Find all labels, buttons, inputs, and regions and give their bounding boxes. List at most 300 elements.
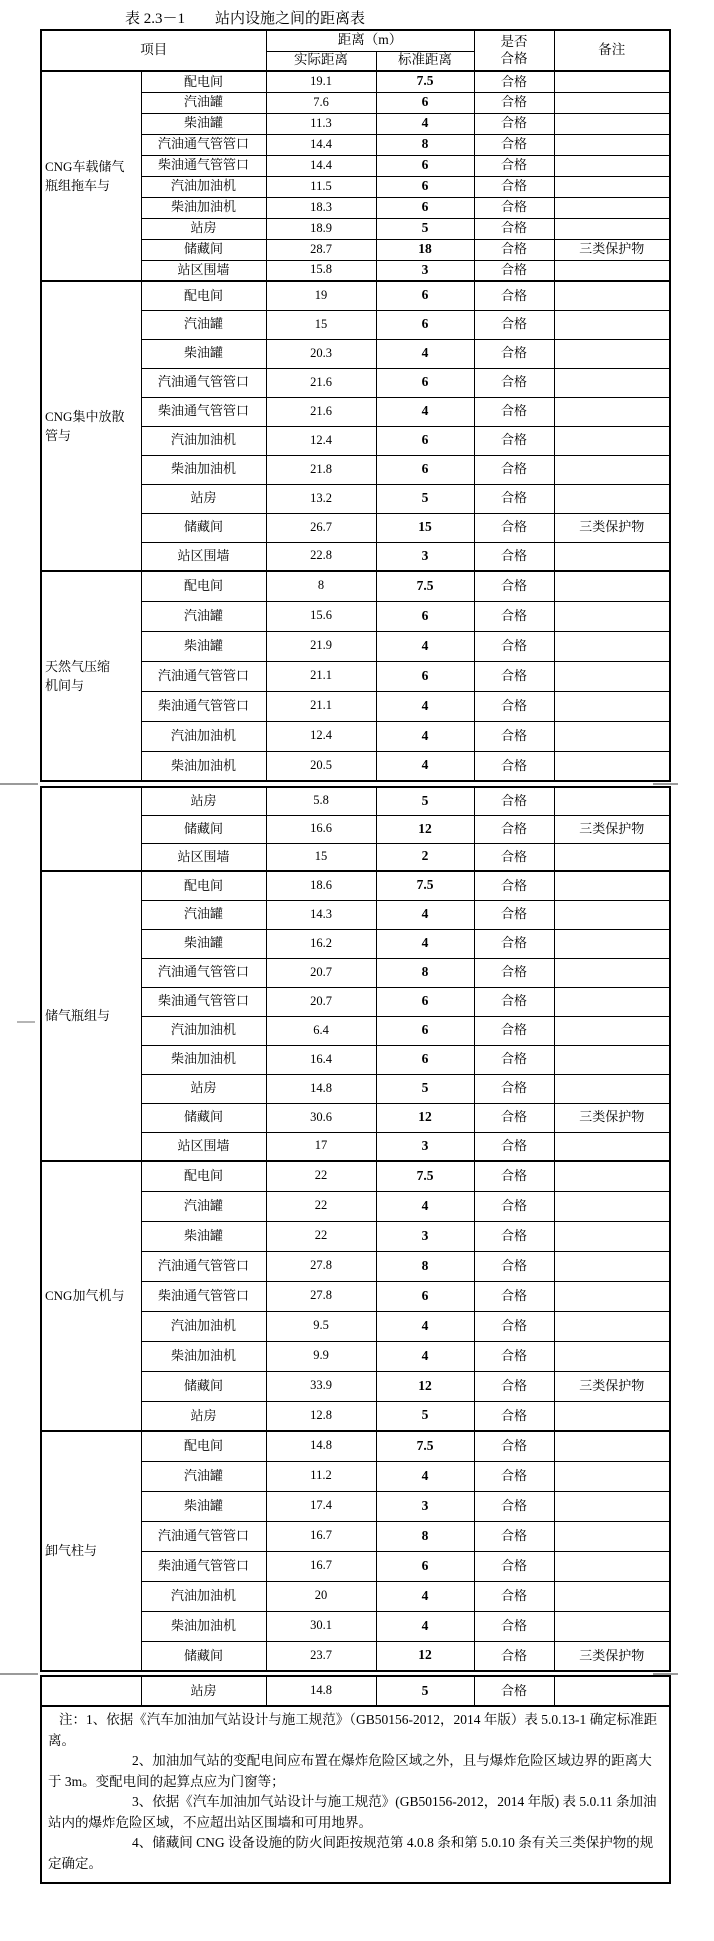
actual-distance-cell: 16.2: [266, 929, 376, 958]
actual-distance-cell: 26.7: [266, 513, 376, 542]
qualified-cell: 合格: [474, 1311, 554, 1341]
remark-cell: [554, 1016, 670, 1045]
group-label-line: 天然气压缩: [45, 658, 111, 674]
actual-distance-cell: 15.6: [266, 601, 376, 631]
actual-distance-cell: 6.4: [266, 1016, 376, 1045]
qualified-cell: 合格: [474, 397, 554, 426]
facility-cell: 配电间: [141, 871, 266, 900]
actual-distance-cell: 5.8: [266, 787, 376, 815]
actual-distance-cell: 20.5: [266, 751, 376, 781]
remark-cell: [554, 176, 670, 197]
standard-distance-cell: 2: [376, 843, 474, 871]
remark-cell: [554, 843, 670, 871]
facility-cell: 汽油罐: [141, 1191, 266, 1221]
standard-distance-cell: 6: [376, 176, 474, 197]
standard-distance-cell: 6: [376, 155, 474, 176]
actual-distance-cell: 17: [266, 1132, 376, 1161]
facility-cell: 储藏间: [141, 815, 266, 843]
qualified-cell: 合格: [474, 1191, 554, 1221]
remark-cell: [554, 1551, 670, 1581]
qualified-header-line: 是否: [500, 33, 528, 49]
facility-cell: 配电间: [141, 1161, 266, 1191]
note-paragraph: 2、加油加气站的变配电间应布置在爆炸危险区域之外，且与爆炸危险区域边界的距离大于 3m。变配电间的起算点应为门窗等；: [48, 1753, 652, 1789]
qualified-cell: 合格: [474, 1221, 554, 1251]
actual-distance-cell: 22: [266, 1191, 376, 1221]
standard-distance-cell: 4: [376, 1341, 474, 1371]
actual-distance-cell: 15: [266, 310, 376, 339]
actual-distance-cell: 18.3: [266, 197, 376, 218]
remark-cell: 三类保护物: [554, 1371, 670, 1401]
remark-cell: 三类保护物: [554, 239, 670, 260]
actual-distance-cell: 20.7: [266, 987, 376, 1016]
scan-artifact-left: [0, 783, 38, 785]
standard-distance-cell: 4: [376, 1191, 474, 1221]
facility-cell: 汽油罐: [141, 601, 266, 631]
scan-artifact-left: [0, 1673, 38, 1675]
qualified-header-line: 合格: [500, 50, 528, 66]
group-label-cell: [41, 1431, 141, 1671]
qualified-cell: 合格: [474, 92, 554, 113]
actual-distance-cell: 11.2: [266, 1461, 376, 1491]
table-body: [41, 1676, 670, 1883]
facility-cell: 汽油通气管管口: [141, 661, 266, 691]
standard-distance-cell: 7.5: [376, 71, 474, 92]
standard-distance-cell: 6: [376, 1045, 474, 1074]
group-label-line: 机间与: [45, 678, 85, 693]
table-body: [41, 71, 670, 781]
remark-cell: [554, 197, 670, 218]
qualified-cell: 合格: [474, 1016, 554, 1045]
facility-cell: 柴油加油机: [141, 1611, 266, 1641]
remark-cell: 三类保护物: [554, 815, 670, 843]
facility-cell: 柴油罐: [141, 1491, 266, 1521]
header-row: [41, 30, 670, 51]
actual-distance-cell: 14.4: [266, 155, 376, 176]
facility-cell: 柴油通气管管口: [141, 1551, 266, 1581]
standard-distance-cell: 3: [376, 1221, 474, 1251]
remark-cell: [554, 571, 670, 601]
facility-cell: 柴油加油机: [141, 455, 266, 484]
qualified-cell: 合格: [474, 455, 554, 484]
group-label-cell: [41, 281, 141, 571]
facility-cell: 汽油罐: [141, 92, 266, 113]
actual-distance-cell: 17.4: [266, 1491, 376, 1521]
qualified-cell: 合格: [474, 426, 554, 455]
remark-cell: [554, 1045, 670, 1074]
standard-distance-cell: 12: [376, 815, 474, 843]
qualified-cell: 合格: [474, 155, 554, 176]
actual-distance-cell: 28.7: [266, 239, 376, 260]
actual-distance-cell: 33.9: [266, 1371, 376, 1401]
actual-distance-cell: 16.7: [266, 1551, 376, 1581]
note-paragraph: 4、储藏间 CNG 设备设施的防火间距按规范第 4.0.8 条和第 5.0.10 条有关三类保护物的规定确定。: [48, 1835, 654, 1871]
remark-cell: [554, 987, 670, 1016]
qualified-cell: 合格: [474, 1251, 554, 1281]
qualified-cell: 合格: [474, 1341, 554, 1371]
actual-distance-cell: 21.6: [266, 368, 376, 397]
standard-distance-cell: 6: [376, 455, 474, 484]
qualified-cell: 合格: [474, 987, 554, 1016]
standard-distance-cell: 6: [376, 987, 474, 1016]
actual-distance-cell: 9.5: [266, 1311, 376, 1341]
standard-distance-cell: 15: [376, 513, 474, 542]
standard-distance-cell: 7.5: [376, 571, 474, 601]
qualified-cell: 合格: [474, 1641, 554, 1671]
qualified-cell: 合格: [474, 339, 554, 368]
standard-distance-cell: 7.5: [376, 871, 474, 900]
facility-cell: 柴油罐: [141, 929, 266, 958]
scan-artifact-right: [653, 783, 678, 785]
page-break-gap: [40, 1672, 669, 1675]
standard-distance-cell: 3: [376, 1491, 474, 1521]
facility-cell: 配电间: [141, 571, 266, 601]
remark-cell: [554, 601, 670, 631]
actual-distance-cell: 15.8: [266, 260, 376, 281]
qualified-cell: 合格: [474, 484, 554, 513]
facility-cell: 配电间: [141, 281, 266, 310]
group-label-cell: [41, 571, 141, 781]
actual-distance-cell: 16.6: [266, 815, 376, 843]
facility-cell: 站房: [141, 787, 266, 815]
group-label-line: CNG车载储气: [45, 158, 125, 174]
standard-distance-cell: 4: [376, 1581, 474, 1611]
remark-cell: [554, 1491, 670, 1521]
actual-distance-cell: 22: [266, 1221, 376, 1251]
group-label-line: 管与: [45, 428, 72, 443]
facility-cell: 站房: [141, 484, 266, 513]
facility-cell: 汽油加油机: [141, 721, 266, 751]
note-paragraph: 3、依据《汽车加油加气站设计与施工规范》(GB50156-2012，2014 年版) 表 5.0.11 条加油站内的爆炸危险区域，不应超出站区围墙和可用地界。: [48, 1794, 657, 1830]
scan-artifact-right: [653, 1673, 678, 1675]
facility-cell: 柴油加油机: [141, 1341, 266, 1371]
remark-cell: [554, 71, 670, 92]
qualified-cell: 合格: [474, 871, 554, 900]
actual-distance-cell: 7.6: [266, 92, 376, 113]
standard-distance-cell: 6: [376, 310, 474, 339]
remark-cell: [554, 310, 670, 339]
facility-cell: 储藏间: [141, 1641, 266, 1671]
standard-distance-cell: 4: [376, 691, 474, 721]
qualified-cell: 合格: [474, 815, 554, 843]
table-number: 表 2.3－1: [125, 11, 186, 27]
remark-cell: [554, 871, 670, 900]
qualified-cell: 合格: [474, 787, 554, 815]
standard-distance-cell: 6: [376, 1016, 474, 1045]
facility-cell: 柴油加油机: [141, 1045, 266, 1074]
standard-distance-cell: 4: [376, 721, 474, 751]
remark-cell: [554, 1221, 670, 1251]
qualified-cell: 合格: [474, 1281, 554, 1311]
facility-cell: 柴油罐: [141, 339, 266, 368]
standard-distance-cell: 7.5: [376, 1431, 474, 1461]
actual-distance-cell: 22: [266, 1161, 376, 1191]
remark-cell: [554, 542, 670, 571]
qualified-cell: 合格: [474, 1676, 554, 1706]
standard-distance-cell: 8: [376, 134, 474, 155]
actual-distance-cell: 30.1: [266, 1611, 376, 1641]
standard-distance-cell: 5: [376, 484, 474, 513]
facility-cell: 配电间: [141, 71, 266, 92]
table-body: [41, 787, 670, 1671]
facility-cell: 柴油加油机: [141, 197, 266, 218]
remark-cell: [554, 900, 670, 929]
standard-distance-cell: 6: [376, 1281, 474, 1311]
standard-distance-cell: 5: [376, 787, 474, 815]
standard-distance-cell: 12: [376, 1371, 474, 1401]
qualified-cell: 合格: [474, 691, 554, 721]
facility-cell: 站区围墙: [141, 843, 266, 871]
standard-distance-cell: 4: [376, 113, 474, 134]
qualified-cell: 合格: [474, 601, 554, 631]
actual-distance-cell: 14.8: [266, 1676, 376, 1706]
remark-cell: [554, 1461, 670, 1491]
actual-distance-cell: 20.3: [266, 339, 376, 368]
actual-distance-cell: 9.9: [266, 1341, 376, 1371]
actual-distance-cell: 20: [266, 1581, 376, 1611]
remark-cell: [554, 1161, 670, 1191]
actual-distance-cell: 21.6: [266, 397, 376, 426]
standard-distance-header: 标准距离: [376, 51, 474, 71]
facility-cell: 柴油通气管管口: [141, 1281, 266, 1311]
facility-cell: 储藏间: [141, 239, 266, 260]
standard-distance-cell: 5: [376, 1676, 474, 1706]
facility-cell: 站区围墙: [141, 1132, 266, 1161]
group-label-line: CNG集中放散: [45, 408, 125, 424]
qualified-cell: 合格: [474, 1521, 554, 1551]
group-label-cell: [41, 871, 141, 1161]
actual-distance-cell: 14.8: [266, 1431, 376, 1461]
facility-cell: 柴油罐: [141, 1221, 266, 1251]
facility-cell: 汽油加油机: [141, 1581, 266, 1611]
remark-cell: [554, 1281, 670, 1311]
station-item-row: [41, 787, 670, 815]
actual-distance-cell: 30.6: [266, 1103, 376, 1132]
actual-distance-cell: 27.8: [266, 1251, 376, 1281]
remark-cell: [554, 1074, 670, 1103]
standard-distance-cell: 6: [376, 92, 474, 113]
actual-distance-cell: 21.9: [266, 631, 376, 661]
remark-cell: [554, 1132, 670, 1161]
qualified-cell: 合格: [474, 218, 554, 239]
actual-distance-cell: 21.1: [266, 661, 376, 691]
actual-distance-cell: 11.3: [266, 113, 376, 134]
facility-cell: 汽油加油机: [141, 426, 266, 455]
qualified-cell: 合格: [474, 1103, 554, 1132]
standard-distance-cell: 4: [376, 1311, 474, 1341]
group-label-cell: [41, 787, 141, 871]
remark-cell: [554, 787, 670, 815]
qualified-cell: 合格: [474, 542, 554, 571]
facility-cell: 站房: [141, 1074, 266, 1103]
remark-cell: [554, 92, 670, 113]
facility-cell: 配电间: [141, 1431, 266, 1461]
remark-cell: [554, 339, 670, 368]
actual-distance-cell: 13.2: [266, 484, 376, 513]
facility-cell: 汽油加油机: [141, 1311, 266, 1341]
qualified-cell: 合格: [474, 1371, 554, 1401]
qualified-cell: 合格: [474, 571, 554, 601]
facility-cell: 柴油罐: [141, 631, 266, 661]
remark-cell: 三类保护物: [554, 1103, 670, 1132]
station-item-row: [41, 571, 670, 601]
actual-distance-cell: 22.8: [266, 542, 376, 571]
actual-distance-cell: 8: [266, 571, 376, 601]
actual-distance-cell: 11.5: [266, 176, 376, 197]
qualified-cell: 合格: [474, 929, 554, 958]
qualified-cell: 合格: [474, 176, 554, 197]
distance-table-part: [40, 1675, 671, 1884]
actual-distance-cell: 21.8: [266, 455, 376, 484]
remark-cell: [554, 1251, 670, 1281]
standard-distance-cell: 4: [376, 751, 474, 781]
qualified-cell: 合格: [474, 513, 554, 542]
notes-cell: [41, 1706, 670, 1883]
group-label-line: CNG加气机与: [45, 1288, 125, 1304]
facility-cell: 站区围墙: [141, 542, 266, 571]
standard-distance-cell: 4: [376, 339, 474, 368]
standard-distance-cell: 3: [376, 1132, 474, 1161]
facility-cell: 汽油罐: [141, 900, 266, 929]
facility-cell: 柴油通气管管口: [141, 155, 266, 176]
remark-cell: [554, 631, 670, 661]
qualified-cell: 合格: [474, 260, 554, 281]
qualified-cell: 合格: [474, 1581, 554, 1611]
facility-cell: 柴油加油机: [141, 751, 266, 781]
remark-cell: [554, 1581, 670, 1611]
standard-distance-cell: 6: [376, 368, 474, 397]
facility-cell: 站房: [141, 1676, 266, 1706]
qualified-cell: 合格: [474, 1161, 554, 1191]
qualified-cell: 合格: [474, 1461, 554, 1491]
distance-table-part: [40, 29, 671, 782]
qualified-cell: 合格: [474, 1551, 554, 1581]
facility-cell: 汽油通气管管口: [141, 1521, 266, 1551]
remark-cell: [554, 958, 670, 987]
facility-cell: 汽油加油机: [141, 1016, 266, 1045]
actual-distance-cell: 21.1: [266, 691, 376, 721]
qualified-cell: 合格: [474, 1611, 554, 1641]
standard-distance-cell: 6: [376, 426, 474, 455]
facility-cell: 站房: [141, 218, 266, 239]
actual-distance-cell: 15: [266, 843, 376, 871]
remark-cell: [554, 218, 670, 239]
qualified-cell: 合格: [474, 134, 554, 155]
standard-distance-cell: 8: [376, 958, 474, 987]
remark-cell: [554, 1676, 670, 1706]
qualified-cell: 合格: [474, 1132, 554, 1161]
standard-distance-cell: 5: [376, 218, 474, 239]
remark-cell: [554, 455, 670, 484]
actual-distance-cell: 18.9: [266, 218, 376, 239]
actual-distance-cell: 12.4: [266, 721, 376, 751]
station-item-row: [41, 1676, 670, 1706]
group-label-cell: [41, 1676, 141, 1706]
notes-row: [41, 1706, 670, 1883]
qualified-cell: 合格: [474, 71, 554, 92]
distance-header: 距离（m）: [266, 30, 474, 51]
remark-cell: 三类保护物: [554, 1641, 670, 1671]
qualified-cell: 合格: [474, 751, 554, 781]
table-title: [125, 0, 714, 29]
remark-cell: [554, 1611, 670, 1641]
remark-cell: [554, 281, 670, 310]
actual-distance-cell: 16.7: [266, 1521, 376, 1551]
facility-cell: 柴油通气管管口: [141, 987, 266, 1016]
project-header: 项目: [41, 30, 266, 71]
qualified-cell: 合格: [474, 1491, 554, 1521]
remark-cell: [554, 1431, 670, 1461]
standard-distance-cell: 6: [376, 661, 474, 691]
qualified-cell: 合格: [474, 368, 554, 397]
page-break-gap: [40, 782, 669, 786]
facility-cell: 汽油罐: [141, 1461, 266, 1491]
actual-distance-cell: 16.4: [266, 1045, 376, 1074]
qualified-cell: 合格: [474, 843, 554, 871]
standard-distance-cell: 12: [376, 1641, 474, 1671]
station-item-row: [41, 1161, 670, 1191]
qualified-cell: 合格: [474, 239, 554, 260]
group-label-cell: [41, 1161, 141, 1431]
qualified-cell: 合格: [474, 281, 554, 310]
group-label-cell: [41, 71, 141, 281]
remark-cell: [554, 1311, 670, 1341]
remark-cell: [554, 134, 670, 155]
facility-cell: 柴油罐: [141, 113, 266, 134]
qualified-cell: 合格: [474, 310, 554, 339]
standard-distance-cell: 5: [376, 1074, 474, 1103]
table-header: [41, 30, 670, 71]
station-item-row: [41, 871, 670, 900]
qualified-cell: 合格: [474, 1431, 554, 1461]
qualified-cell: 合格: [474, 721, 554, 751]
qualified-header: [474, 30, 554, 71]
standard-distance-cell: 4: [376, 397, 474, 426]
remark-cell: [554, 426, 670, 455]
qualified-cell: 合格: [474, 900, 554, 929]
remark-cell: [554, 113, 670, 134]
remark-cell: [554, 929, 670, 958]
standard-distance-cell: 4: [376, 900, 474, 929]
standard-distance-cell: 18: [376, 239, 474, 260]
remark-cell: [554, 484, 670, 513]
actual-distance-cell: 20.7: [266, 958, 376, 987]
remark-cell: [554, 1401, 670, 1431]
remark-cell: [554, 1341, 670, 1371]
note-paragraph: 注：1、依据《汽车加油加气站设计与施工规范》（GB50156-2012，2014 年版）表 5.0.13-1 确定标准距离。: [48, 1712, 658, 1748]
remark-cell: [554, 721, 670, 751]
actual-distance-cell: 23.7: [266, 1641, 376, 1671]
station-item-row: [41, 281, 670, 310]
facility-cell: 柴油通气管管口: [141, 691, 266, 721]
standard-distance-cell: 7.5: [376, 1161, 474, 1191]
actual-distance-header: 实际距离: [266, 51, 376, 71]
facility-cell: 储藏间: [141, 1103, 266, 1132]
facility-cell: 汽油罐: [141, 310, 266, 339]
standard-distance-cell: 4: [376, 929, 474, 958]
facility-cell: 储藏间: [141, 1371, 266, 1401]
facility-cell: 储藏间: [141, 513, 266, 542]
remark-cell: [554, 155, 670, 176]
facility-cell: 汽油通气管管口: [141, 368, 266, 397]
standard-distance-cell: 5: [376, 1401, 474, 1431]
remark-cell: [554, 260, 670, 281]
standard-distance-cell: 8: [376, 1251, 474, 1281]
actual-distance-cell: 27.8: [266, 1281, 376, 1311]
remark-cell: 三类保护物: [554, 513, 670, 542]
actual-distance-cell: 14.4: [266, 134, 376, 155]
qualified-cell: 合格: [474, 631, 554, 661]
distance-table-part: [40, 786, 671, 1672]
